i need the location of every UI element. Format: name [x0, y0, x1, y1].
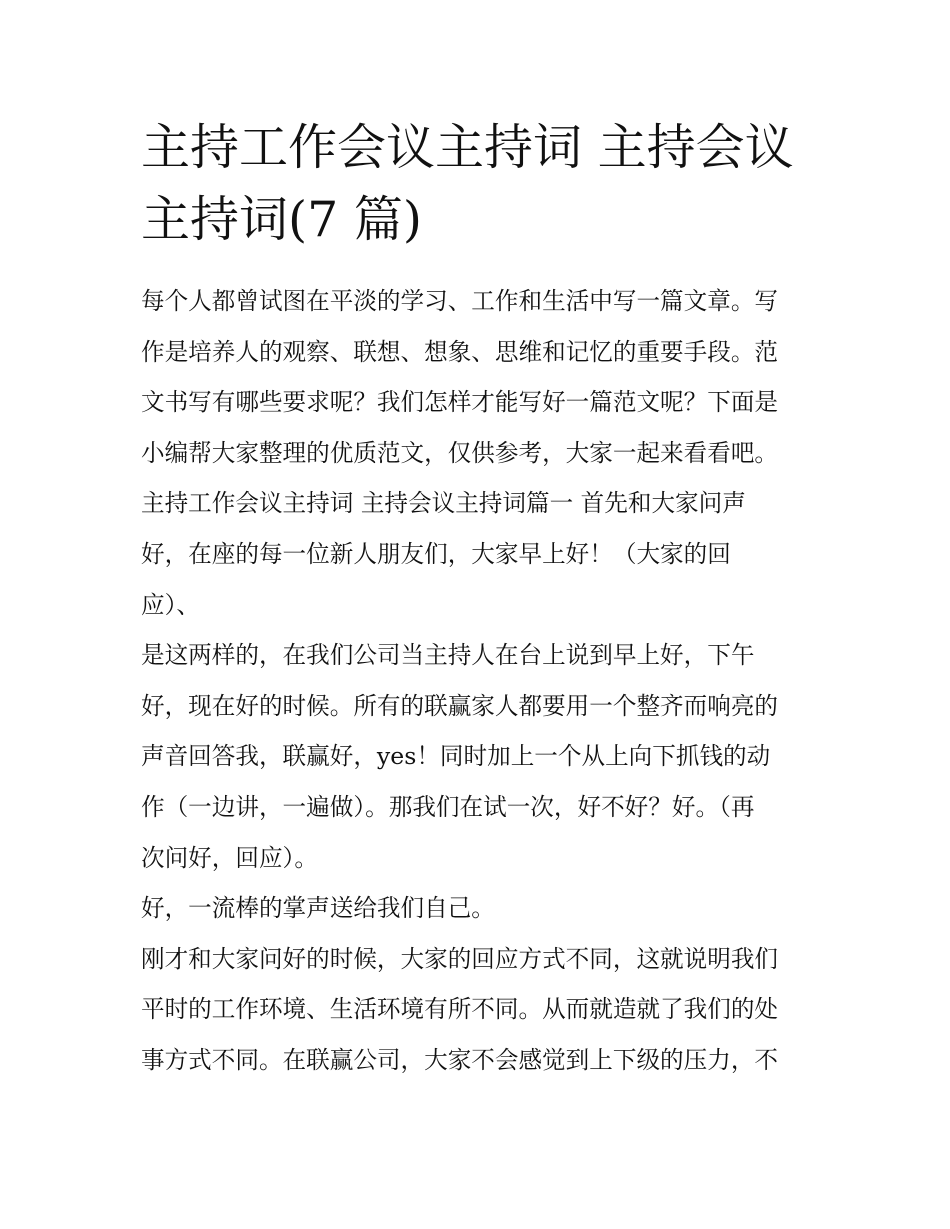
body-line: 次问好，回应）。 [141, 843, 318, 872]
title-line-2: 主持词(7 篇) [141, 191, 422, 248]
body-line: 作是培养人的观察、联想、想象、思维和记忆的重要手段。范 [141, 337, 779, 366]
document-body [141, 276, 831, 1086]
body-line: 好，一流棒的掌声送给我们自己。 [141, 894, 495, 923]
body-line: 应）、 [141, 590, 200, 619]
body-line: 小编帮大家整理的优质范文，仅供参考，大家一起来看看吧。 [141, 438, 779, 467]
body-line: 刚才和大家问好的时候，大家的回应方式不同，这就说明我们 [141, 944, 779, 973]
body-line: 声音回答我，联赢好，yes！同时加上一个从上向下抓钱的动 [141, 742, 771, 771]
title-line-1: 主持工作会议主持词 主持会议 [141, 119, 794, 176]
body-line: 作（一边讲，一遍做）。那我们在试一次，好不好？好。（再 [141, 792, 755, 821]
body-line: 每个人都曾试图在平淡的学习、工作和生活中写一篇文章。写 [141, 287, 779, 315]
document-title [141, 112, 841, 256]
body-line: 好，在座的每一位新人朋友们，大家早上好！（大家的回 [141, 539, 731, 568]
body-line: 是这两样的，在我们公司当主持人在台上说到早上好，下午 [141, 641, 755, 670]
body-line: 好，现在好的时候。所有的联赢家人都要用一个整齐而响亮的 [141, 691, 779, 720]
body-line: 平时的工作环境、生活环境有所不同。从而就造就了我们的处 [141, 995, 779, 1024]
body-line: 事方式不同。在联赢公司，大家不会感觉到上下级的压力，不 [141, 1045, 779, 1074]
body-line: 主持工作会议主持词 主持会议主持词篇一 首先和大家问声 [141, 489, 746, 518]
body-line: 文书写有哪些要求呢？我们怎样才能写好一篇范文呢？下面是 [141, 388, 779, 417]
